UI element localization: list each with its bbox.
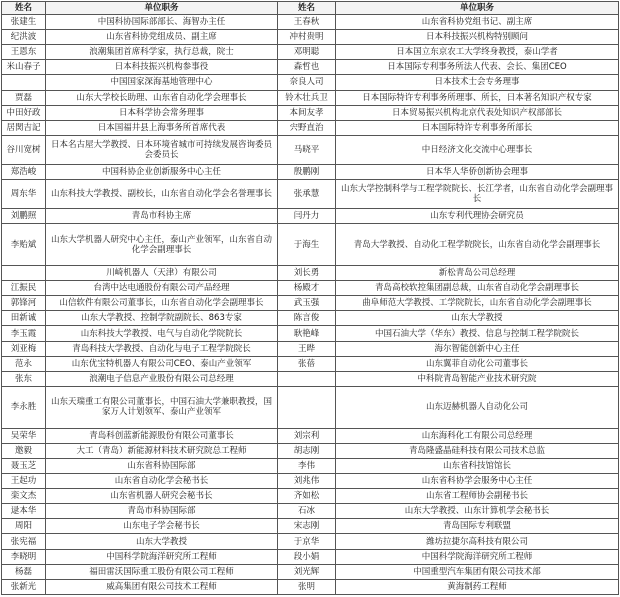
member-name-left: 吴荣华 bbox=[2, 428, 46, 443]
member-role-left: 山东电子学会秘书长 bbox=[46, 519, 278, 534]
member-name-left: 聂玉芝 bbox=[2, 458, 46, 473]
member-name-right: 本间友孝 bbox=[278, 105, 336, 120]
table-row bbox=[2, 443, 619, 458]
member-name-left: 郑浩峻 bbox=[2, 164, 46, 179]
table-row bbox=[2, 564, 619, 579]
name-column-header: 姓名 bbox=[2, 2, 46, 15]
member-name-left: 邀毅 bbox=[2, 443, 46, 458]
member-name-right: 刘宗利 bbox=[278, 428, 336, 443]
member-name-left: 田新诚 bbox=[2, 311, 46, 326]
member-role-right: 日本国立东京农工大学终身教授，泰山学者 bbox=[336, 45, 619, 60]
member-name-right: 段小娟 bbox=[278, 549, 336, 564]
member-name-left: 李晓明 bbox=[2, 549, 46, 564]
table-row bbox=[2, 15, 619, 30]
member-name-left: 张东 bbox=[2, 371, 46, 386]
table-row bbox=[2, 386, 619, 428]
member-name-right: 宋志刚 bbox=[278, 519, 336, 534]
member-role-left: 浪潮集团首席科学家，执行总裁，院士 bbox=[46, 45, 278, 60]
member-role-left: 山东大学教授、控制学院副院长、863专家 bbox=[46, 311, 278, 326]
member-name-right: 邓明聪 bbox=[278, 45, 336, 60]
member-name-left: 张宪福 bbox=[2, 534, 46, 549]
table-row bbox=[2, 474, 619, 489]
member-name-right: 于京华 bbox=[278, 534, 336, 549]
header-row bbox=[2, 2, 619, 15]
table-row bbox=[2, 224, 619, 266]
member-name-left: 居関吉記 bbox=[2, 120, 46, 135]
member-name-left: 谷川宽树 bbox=[2, 135, 46, 164]
member-role-left: 中国科学院海洋研究所工程师 bbox=[46, 549, 278, 564]
roster-table bbox=[1, 1, 619, 595]
role-column-header-2: 单位职务 bbox=[336, 2, 619, 15]
name-column-header-2: 姓名 bbox=[278, 2, 336, 15]
member-name-left: 杨磊 bbox=[2, 564, 46, 579]
member-role-right: 曲阜师范大学教授、工学院院长，山东省自动化学会副理事长 bbox=[336, 296, 619, 311]
member-role-left: 山东科技大学教授、电气与自动化学院院长 bbox=[46, 326, 278, 341]
member-name-right: 宍野直治 bbox=[278, 120, 336, 135]
member-role-right: 中国重型汽车集团有限公司技术部 bbox=[336, 564, 619, 579]
member-name-right: 张承慧 bbox=[278, 180, 336, 209]
member-name-left: 李贻斌 bbox=[2, 224, 46, 266]
member-name-left: 江振民 bbox=[2, 281, 46, 296]
table-row bbox=[2, 579, 619, 594]
member-role-right: 山东大学教授 bbox=[336, 311, 619, 326]
member-name-right: 李伟 bbox=[278, 458, 336, 473]
member-name-left: 张新光 bbox=[2, 579, 46, 594]
table-row bbox=[2, 60, 619, 75]
member-name-left: 李玉霞 bbox=[2, 326, 46, 341]
member-role-right: 山东省科技馆馆长 bbox=[336, 458, 619, 473]
table-row bbox=[2, 30, 619, 45]
member-name-right: 胡志刚 bbox=[278, 443, 336, 458]
member-role-right: 青岛隆盛晶硅科技有限公司技术总监 bbox=[336, 443, 619, 458]
member-role-right: 中国石油大学（华东）教授、信息与控制工程学院院长 bbox=[336, 326, 619, 341]
member-name-left: 周阳 bbox=[2, 519, 46, 534]
member-name-left: 栾文杰 bbox=[2, 489, 46, 504]
member-name-right: 铃木壮兵卫 bbox=[278, 90, 336, 105]
member-name-left: 范永 bbox=[2, 356, 46, 371]
member-role-left: 日本名古屋大学教授、日本环境省城市可持续发展咨询委员会委员长 bbox=[46, 135, 278, 164]
member-name-right: 张明 bbox=[278, 579, 336, 594]
member-role-right: 青岛高校软控集团副总裁，山东省自动化学会副理事长 bbox=[336, 281, 619, 296]
role-column-header: 单位职务 bbox=[46, 2, 278, 15]
member-name-right: 刘兆伟 bbox=[278, 474, 336, 489]
member-role-left: 日本国福井县上海事务所首席代表 bbox=[46, 120, 278, 135]
table-row bbox=[2, 105, 619, 120]
member-role-left: 日本科技振兴机构参事役 bbox=[46, 60, 278, 75]
member-name-left bbox=[2, 75, 46, 90]
member-role-left: 台湾中达电通股份有限公司产品经理 bbox=[46, 281, 278, 296]
table-row bbox=[2, 458, 619, 473]
member-role-left: 青岛科创蓝新能源股份有限公司董事长 bbox=[46, 428, 278, 443]
member-role-right: 黄海制药工程师 bbox=[336, 579, 619, 594]
member-name-left: 米山春子 bbox=[2, 60, 46, 75]
member-role-left: 山东大学校长助理、山东省自动化学会理事长 bbox=[46, 90, 278, 105]
member-name-right: 陈言俊 bbox=[278, 311, 336, 326]
member-name-right: 石冰 bbox=[278, 504, 336, 519]
member-name-left bbox=[2, 266, 46, 281]
table-row bbox=[2, 120, 619, 135]
member-role-left: 山信软件有限公司董事长，山东省自动化学会副理事长 bbox=[46, 296, 278, 311]
member-role-right: 山东省工程师协会副秘书长 bbox=[336, 489, 619, 504]
member-name-right: 马晓平 bbox=[278, 135, 336, 164]
member-name-right: 冲村贵明 bbox=[278, 30, 336, 45]
member-name-right: 奈良人司 bbox=[278, 75, 336, 90]
member-role-left: 山东省自动化学会秘书长 bbox=[46, 474, 278, 489]
member-name-right: 王春秋 bbox=[278, 15, 336, 30]
member-name-left: 郭锋河 bbox=[2, 296, 46, 311]
table-row bbox=[2, 549, 619, 564]
member-role-right: 日本科技振兴机构特别顾问 bbox=[336, 30, 619, 45]
member-role-right: 山东大学教授、山东计算机学会秘书长 bbox=[336, 504, 619, 519]
table-row bbox=[2, 356, 619, 371]
member-name-right: 杨殿才 bbox=[278, 281, 336, 296]
member-role-left: 山东大学机器人研究中心主任，泰山产业领军，山东省自动化学会副理事长 bbox=[46, 224, 278, 266]
member-role-left: 山东天瑞重工有限公司董事长，中国石油大学兼职教授，国家万人计划领军、泰山产业领军 bbox=[46, 386, 278, 428]
member-role-right: 山东迈赫机器人自动化公司 bbox=[336, 386, 619, 428]
table-row bbox=[2, 135, 619, 164]
member-name-right: 齐如松 bbox=[278, 489, 336, 504]
member-name-left: 张建生 bbox=[2, 15, 46, 30]
member-name-right: 殷鹏刚 bbox=[278, 164, 336, 179]
member-name-right: 武玉强 bbox=[278, 296, 336, 311]
member-name-right: 刘光辉 bbox=[278, 564, 336, 579]
member-name-left: 刘鹏照 bbox=[2, 209, 46, 224]
member-role-right: 日本华人华侨创新协会理事 bbox=[336, 164, 619, 179]
table-row bbox=[2, 180, 619, 209]
table-row bbox=[2, 311, 619, 326]
table-row bbox=[2, 519, 619, 534]
member-role-right: 山东省科协学会服务中心主任 bbox=[336, 474, 619, 489]
member-role-right: 日本国际专利事务所法人代表、会长、集团CEO bbox=[336, 60, 619, 75]
member-name-right bbox=[278, 371, 336, 386]
member-role-right: 山东翼菲自动化公司董事长 bbox=[336, 356, 619, 371]
member-role-right: 中国科学院海洋研究所工程师 bbox=[336, 549, 619, 564]
member-role-right: 青岛国际专利联盟 bbox=[336, 519, 619, 534]
member-role-left: 山东科技大学教授、副校长，山东省自动化学会名誉理事长 bbox=[46, 180, 278, 209]
roster-body bbox=[2, 15, 619, 595]
member-role-right: 日本技术士会专务理事 bbox=[336, 75, 619, 90]
table-row bbox=[2, 296, 619, 311]
member-role-left: 青岛市科协主席 bbox=[46, 209, 278, 224]
table-row bbox=[2, 489, 619, 504]
member-role-right: 青岛大学教授、自动化工程学院院长，山东省自动化学会副理事长 bbox=[336, 224, 619, 266]
member-name-left: 贾磊 bbox=[2, 90, 46, 105]
member-role-left: 中国国家深海基地管理中心 bbox=[46, 75, 278, 90]
member-role-right: 山东省科协党组书记、副主席 bbox=[336, 15, 619, 30]
member-name-left: 纪洪波 bbox=[2, 30, 46, 45]
member-name-right bbox=[278, 386, 336, 428]
member-name-left: 王起功 bbox=[2, 474, 46, 489]
member-name-right: 森哲也 bbox=[278, 60, 336, 75]
member-role-left: 山东优宝特机器人有限公司CEO、泰山产业领军 bbox=[46, 356, 278, 371]
member-name-right: 于海生 bbox=[278, 224, 336, 266]
table-row bbox=[2, 281, 619, 296]
member-role-left: 青岛市科协国际部 bbox=[46, 504, 278, 519]
table-row bbox=[2, 75, 619, 90]
table-row bbox=[2, 90, 619, 105]
table-row bbox=[2, 209, 619, 224]
member-role-right: 山东海科化工有限公司总经理 bbox=[336, 428, 619, 443]
member-role-left: 福田雷沃国际重工股份有限公司工程师 bbox=[46, 564, 278, 579]
table-row bbox=[2, 45, 619, 60]
member-role-right: 山东大学控制科学与工程学院院长、长江学者，山东省自动化学会副理事长 bbox=[336, 180, 619, 209]
member-role-right: 日本国际特许专利事务所部长 bbox=[336, 120, 619, 135]
table-row bbox=[2, 371, 619, 386]
member-role-left: 青岛科技大学教授、自动化与电子工程学院院长 bbox=[46, 341, 278, 356]
member-name-left: 中田好政 bbox=[2, 105, 46, 120]
table-row bbox=[2, 266, 619, 281]
member-name-left: 刘亚梅 bbox=[2, 341, 46, 356]
member-role-right: 海尔智能创新中心主任 bbox=[336, 341, 619, 356]
member-role-left: 大工（青岛）新能源材料技术研究院总工程师 bbox=[46, 443, 278, 458]
member-name-left: 李永胜 bbox=[2, 386, 46, 428]
member-name-right: 张蓓 bbox=[278, 356, 336, 371]
member-role-right: 潍坊拉捷尔高科技有限公司 bbox=[336, 534, 619, 549]
table-row bbox=[2, 534, 619, 549]
table-row bbox=[2, 341, 619, 356]
table-row bbox=[2, 504, 619, 519]
member-name-right: 耿艳峰 bbox=[278, 326, 336, 341]
member-name-right: 王晔 bbox=[278, 341, 336, 356]
member-role-right: 中日经济文化交流中心理事长 bbox=[336, 135, 619, 164]
member-role-right: 日本国际特许专利事务所理事、所长，日本著名知识产权专家 bbox=[336, 90, 619, 105]
member-role-left: 川崎机器人（天津）有限公司 bbox=[46, 266, 278, 281]
member-role-left: 浪潮电子信息产业股份有限公司总经理 bbox=[46, 371, 278, 386]
table-row bbox=[2, 326, 619, 341]
member-role-left: 日本科学协会常务理事 bbox=[46, 105, 278, 120]
member-role-left: 威高集团有限公司技术工程师 bbox=[46, 579, 278, 594]
member-role-right: 日本贸易振兴机构北京代表处知识产权部部长 bbox=[336, 105, 619, 120]
member-role-right: 新松青岛公司总经理 bbox=[336, 266, 619, 281]
member-role-left: 山东大学教授 bbox=[46, 534, 278, 549]
member-role-left: 山东省科协党组成员、副主席 bbox=[46, 30, 278, 45]
table-row bbox=[2, 164, 619, 179]
member-role-left: 中国科协国际部部长、海智办主任 bbox=[46, 15, 278, 30]
member-role-right: 山东专利代理协会研究员 bbox=[336, 209, 619, 224]
member-name-left: 周东华 bbox=[2, 180, 46, 209]
member-role-left: 中国科协企业创新服务中心主任 bbox=[46, 164, 278, 179]
member-name-right: 闫丹力 bbox=[278, 209, 336, 224]
member-role-left: 山东省科协国际部 bbox=[46, 458, 278, 473]
member-name-left: 逯本华 bbox=[2, 504, 46, 519]
member-role-left: 山东省机器人研究会秘书长 bbox=[46, 489, 278, 504]
member-role-right: 中科院青岛智能产业技术研究院 bbox=[336, 371, 619, 386]
member-name-right: 刘长勇 bbox=[278, 266, 336, 281]
table-row bbox=[2, 428, 619, 443]
member-name-left: 王恩东 bbox=[2, 45, 46, 60]
